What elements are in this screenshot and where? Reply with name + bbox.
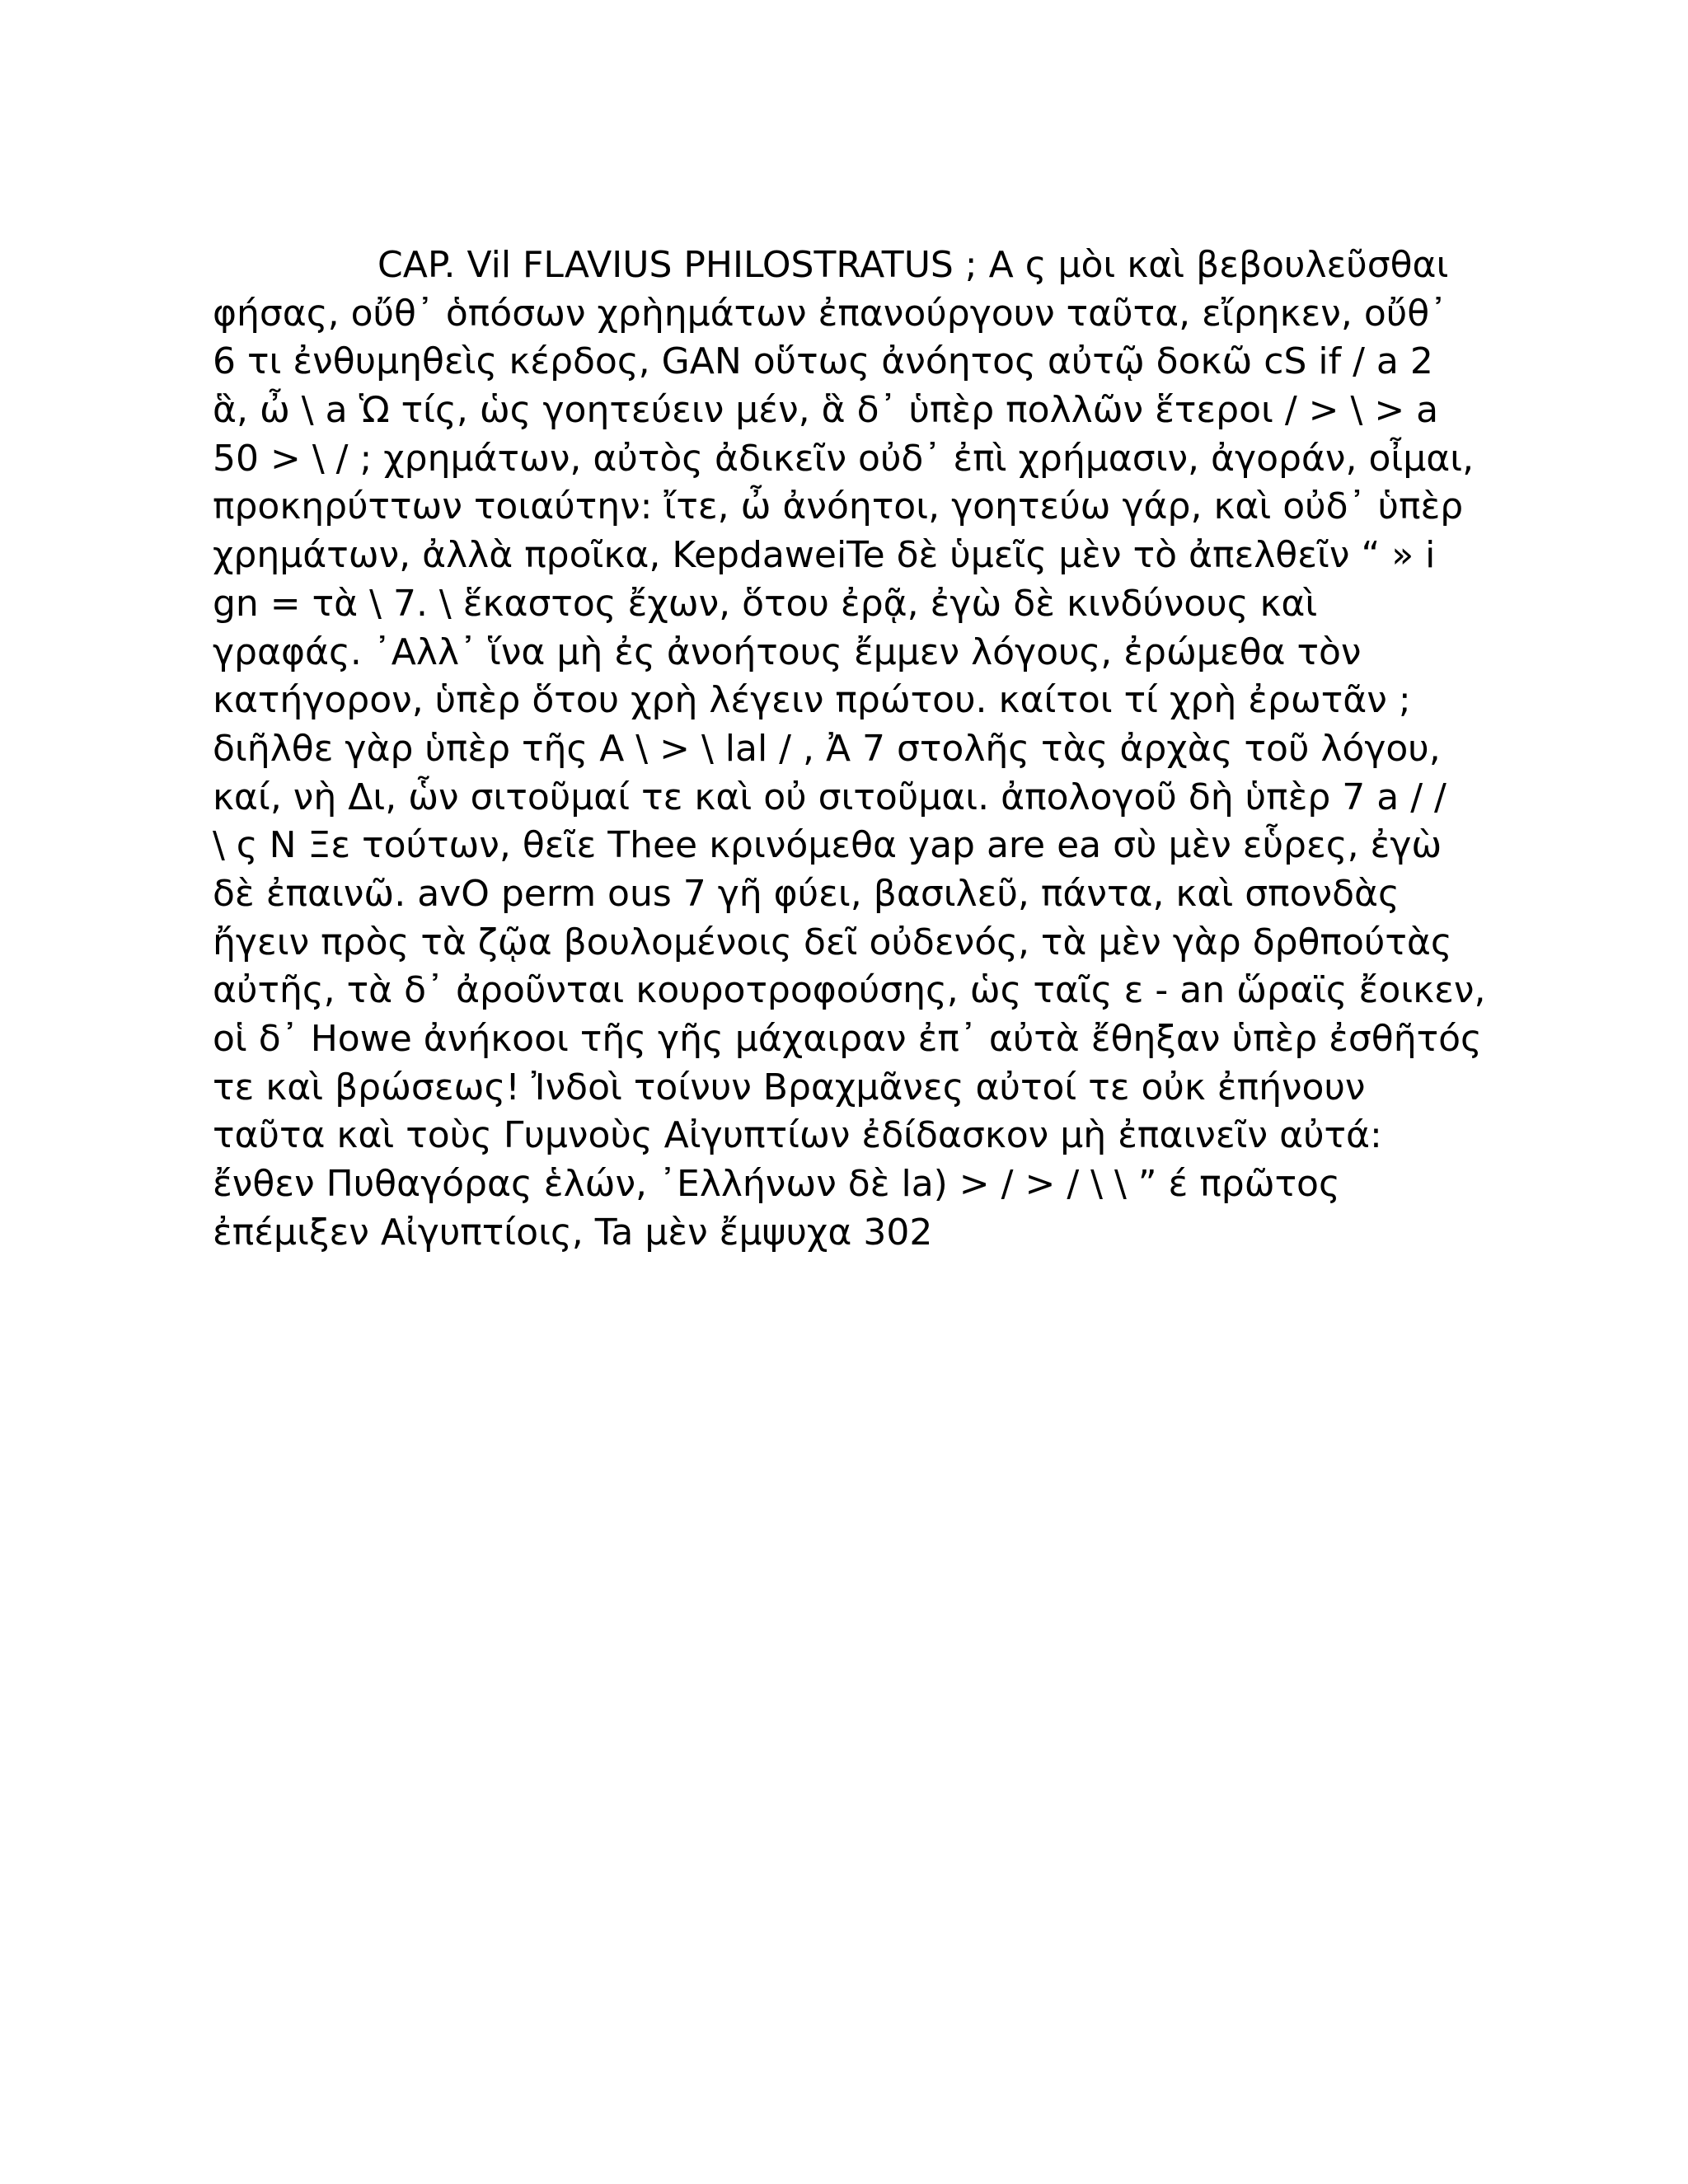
text-line: αὐτῆς, τὰ δ᾽ ἀροῦνται κουροτροφούσης, ὡς ταῖς ε - an ὥραϊς ἔοικεν, (213, 969, 1486, 1012)
text-line: καί, νὴ Δι, ὧν σιτοῦμαί τε καὶ οὐ σιτοῦμαι. ἀπολογοῦ δὴ ὑπὲρ 7 a / / (213, 776, 1447, 818)
text-line: φήσας, οὔθ᾽ ὁπόσων χρὴημάτων ἐπανούργουν ταῦτα, εἴρηκεν, οὔθ᾽ (213, 292, 1448, 335)
text-line: ταῦτα καὶ τοὺς Γυμνοὺς Αἰγυπτίων ἐδίδασκον μὴ ἐπαινεῖν αὐτά: (213, 1114, 1382, 1157)
text-line: δὲ ἐπαινῶ. avO perm ous 7 γῆ φύει, βασιλεῦ, πάντα, καὶ σπονδὰς (213, 872, 1400, 915)
text-line: CAP. Vil FLAVIUS PHILOSTRATUS ; A ς μὸι καὶ βεβουλεῦσθαι (377, 244, 1449, 286)
text-line: κατήγορον, ὑπὲρ ὅτου χρὴ λέγειν πρώτου. καίτοι τί χρὴ ἐρωτᾶν ; (213, 679, 1411, 722)
document-body-text (213, 241, 1498, 1257)
text-line: γραφάς. ᾽Αλλ᾽ ἵνα μὴ ἐς ἀνοήτους ἔμμεν λόγους, ἐρώμεθα τὸν (213, 630, 1362, 673)
text-line: ἃ, ὦ \ a Ὡ τίς, ὡς γοητεύειν μέν, ἃ δ᾽ ὑπὲρ πολλῶν ἕτεροι / > \ > a (213, 389, 1439, 432)
text-line: \ ς N Ξε τούτων, θεῖε Thee κρινόμεθα yap are ea σὺ μὲν εὗρες, ἐγὼ (213, 824, 1442, 867)
text-line: 6 τι ἐνθυμηθεὶς κέρδος, GAN οὕτως ἀνόητος αὐτῷ δοκῶ cS if / a 2 (213, 340, 1433, 383)
text-line: 50 > \ / ; χρημάτων, αὐτὸς ἀδικεῖν οὐδ᾽ ἐπὶ χρήμασιν, ἀγοράν, οἶμαι, (213, 437, 1475, 480)
text-line: χρημάτων, ἀλλὰ προῖκα, KepdaweiTe δὲ ὑμεῖς μὲν τὸ ἀπελθεῖν “ » i (213, 534, 1436, 577)
text-line: προκηρύττων τοιαύτην: ἴτε, ὦ ἀνόητοι, γοητεύω γάρ, καὶ οὐδ᾽ ὑπὲρ (213, 485, 1464, 528)
text-line: οἱ δ᾽ Howe ἀνήκοοι τῆς γῆς μάχαιραν ἐπ᾽ αὐτὰ ἔθηξαν ὑπὲρ ἐσθῆτός (213, 1018, 1482, 1060)
text-line: gn = τὰ \ 7. \ ἕκαστος ἔχων, ὅτου ἐρᾷ, ἐγὼ δὲ κινδύνους καὶ (213, 582, 1318, 625)
text-line: ἤγειν πρὸς τὰ ζῷα βουλομένοις δεῖ οὐδενός, τὰ μὲν γὰρ δρθπούτὰς (213, 921, 1452, 963)
text-line: ἔνθεν Πυθαγόρας ἑλών, ᾽Ελλήνων δὲ la) > / > / \ \ ” έ πρῶτος (213, 1163, 1340, 1206)
text-line: διῆλθε γὰρ ὑπὲρ τῆς A \ > \ lal / , Ἀ 7 στολῆς τὰς ἀρχὰς τοῦ λόγου, (213, 727, 1441, 770)
text-line: ἐπέμιξεν Αἰγυπτίοις, Ta μὲν ἔμψυχα 302 (213, 1211, 933, 1254)
text-line: τε καὶ βρώσεως! Ἰνδοὶ τοίνυν Βραχμᾶνες αὐτοί τε οὐκ ἐπήνουν (213, 1066, 1366, 1108)
